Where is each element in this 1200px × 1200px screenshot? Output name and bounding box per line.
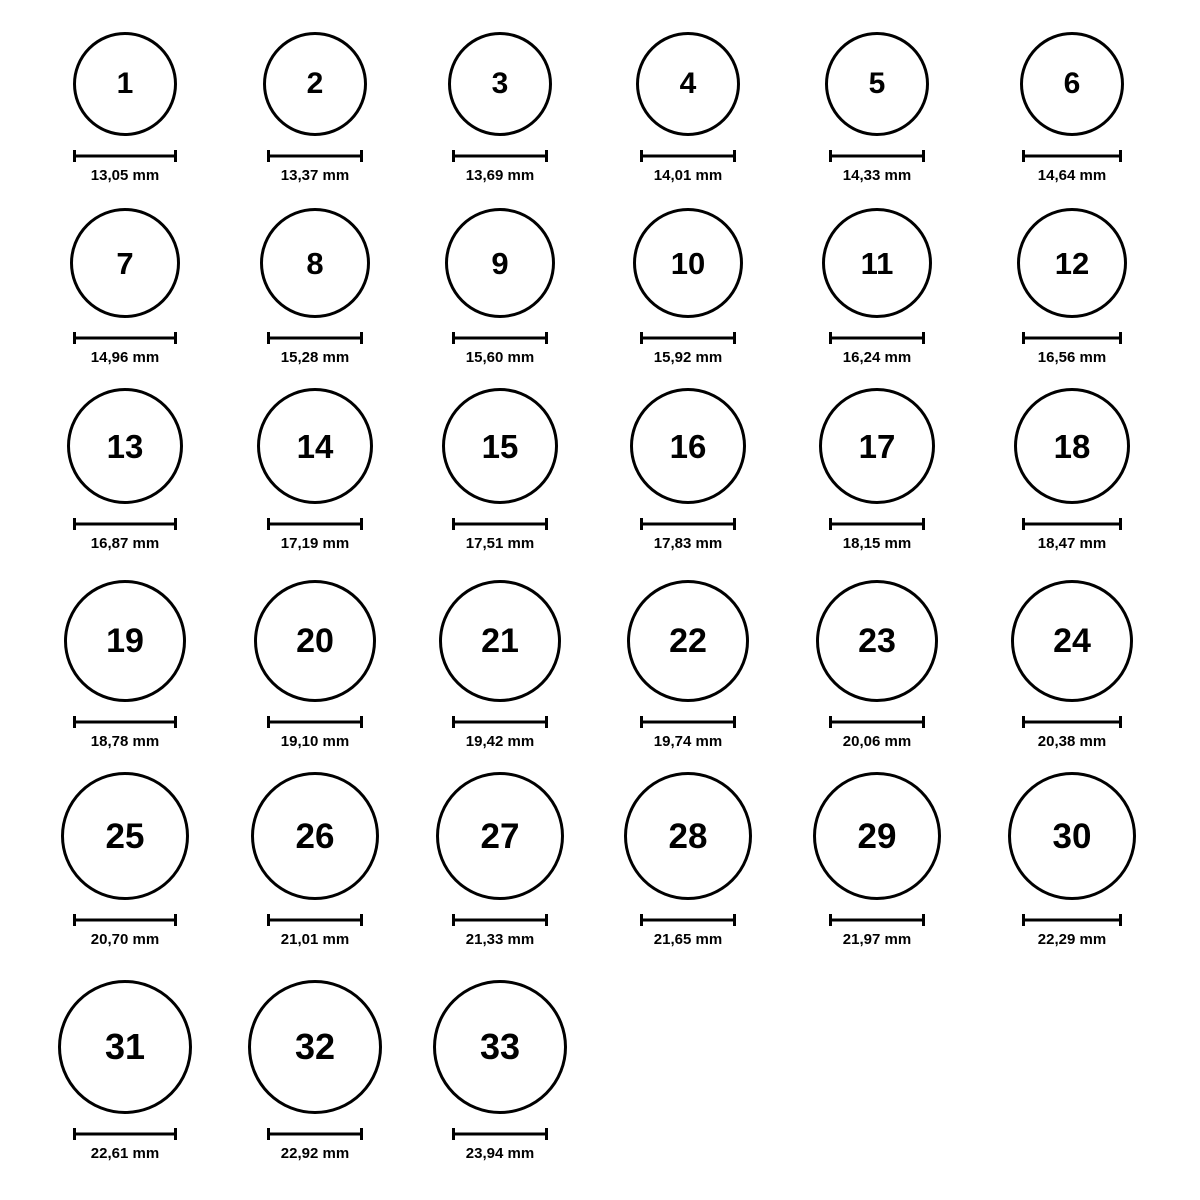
measure-cap-right — [733, 914, 736, 926]
measure-cap-left — [452, 716, 455, 728]
measure-cap-right — [1119, 914, 1122, 926]
ring-size-number: 16 — [669, 427, 707, 465]
measure-cap-left — [267, 332, 270, 344]
measure-cap-right — [922, 150, 925, 162]
diameter-label: 21,65 mm — [653, 931, 723, 948]
diameter-measure-bar — [1022, 332, 1122, 344]
diameter-label: 19,74 mm — [653, 733, 723, 750]
diameter-label: 16,87 mm — [90, 535, 160, 552]
ring-circle — [813, 772, 941, 900]
measure-rule-line — [73, 1133, 177, 1136]
diameter-measure-bar — [452, 332, 548, 344]
diameter-measure-bar — [829, 518, 925, 530]
ring-size-cell — [598, 388, 778, 552]
ring-size-number: 23 — [858, 622, 896, 660]
ring-size-cell — [225, 208, 405, 366]
diameter-measure-bar — [452, 518, 548, 530]
diameter-label: 20,06 mm — [842, 733, 912, 750]
diameter-measure-bar — [73, 1128, 177, 1140]
measure-rule-line — [452, 337, 548, 340]
ring-size-number: 24 — [1053, 622, 1091, 660]
diameter-measure-bar — [267, 518, 363, 530]
ring-size-cell — [598, 208, 778, 366]
measure-cap-right — [545, 716, 548, 728]
measure-rule-line — [1022, 337, 1122, 340]
measure-rule-line — [452, 1133, 548, 1136]
measure-cap-right — [360, 332, 363, 344]
ring-circle — [1011, 580, 1133, 702]
measure-cap-left — [1022, 332, 1025, 344]
ring-size-cell — [787, 580, 967, 750]
measure-cap-left — [640, 914, 643, 926]
measure-rule-line — [1022, 721, 1122, 724]
ring-size-cell — [35, 580, 215, 750]
diameter-label: 22,61 mm — [90, 1145, 160, 1162]
ring-size-number: 31 — [104, 1026, 146, 1067]
diameter-label: 14,64 mm — [1037, 167, 1107, 184]
diameter-measure-bar — [640, 914, 736, 926]
diameter-measure-bar — [1022, 716, 1122, 728]
measure-cap-left — [829, 518, 832, 530]
ring-circle — [64, 580, 186, 702]
ring-size-number: 9 — [491, 245, 509, 281]
ring-size-cell — [410, 980, 590, 1162]
ring-size-cell — [410, 388, 590, 552]
measure-cap-right — [360, 1128, 363, 1140]
diameter-measure-bar — [452, 716, 548, 728]
ring-circle — [822, 208, 932, 318]
ring-size-cell — [225, 980, 405, 1162]
ring-size-number: 4 — [679, 67, 697, 100]
diameter-label: 23,94 mm — [465, 1145, 535, 1162]
measure-cap-right — [733, 716, 736, 728]
measure-cap-left — [452, 150, 455, 162]
ring-circle — [1014, 388, 1130, 504]
measure-rule-line — [73, 523, 177, 526]
diameter-measure-bar — [73, 332, 177, 344]
ring-circle — [627, 580, 749, 702]
measure-rule-line — [267, 919, 363, 922]
ring-circle — [248, 980, 382, 1114]
diameter-label: 21,33 mm — [465, 931, 535, 948]
measure-cap-left — [267, 518, 270, 530]
diameter-measure-bar — [73, 716, 177, 728]
ring-circle — [630, 388, 746, 504]
diameter-label: 13,37 mm — [280, 167, 350, 184]
measure-cap-left — [640, 716, 643, 728]
measure-rule-line — [1022, 919, 1122, 922]
diameter-measure-bar — [1022, 150, 1122, 162]
ring-size-cell — [982, 208, 1162, 366]
ring-size-number: 1 — [116, 67, 134, 100]
ring-size-number: 28 — [668, 816, 708, 856]
diameter-label: 14,96 mm — [90, 349, 160, 366]
ring-size-number: 20 — [296, 622, 334, 660]
measure-rule-line — [640, 337, 736, 340]
diameter-label: 18,15 mm — [842, 535, 912, 552]
diameter-measure-bar — [267, 716, 363, 728]
measure-rule-line — [640, 523, 736, 526]
measure-rule-line — [452, 919, 548, 922]
measure-cap-right — [1119, 150, 1122, 162]
measure-rule-line — [267, 523, 363, 526]
ring-circle — [61, 772, 189, 900]
ring-size-number: 21 — [481, 622, 519, 660]
ring-size-cell — [35, 388, 215, 552]
ring-size-cell — [982, 388, 1162, 552]
diameter-label: 20,70 mm — [90, 931, 160, 948]
ring-size-number: 22 — [669, 622, 707, 660]
ring-size-number: 19 — [106, 622, 144, 660]
measure-rule-line — [829, 721, 925, 724]
measure-cap-left — [1022, 914, 1025, 926]
diameter-measure-bar — [829, 716, 925, 728]
ring-size-cell — [982, 580, 1162, 750]
diameter-measure-bar — [829, 332, 925, 344]
measure-cap-left — [1022, 150, 1025, 162]
diameter-measure-bar — [640, 332, 736, 344]
diameter-measure-bar — [452, 150, 548, 162]
diameter-label: 20,38 mm — [1037, 733, 1107, 750]
diameter-measure-bar — [267, 1128, 363, 1140]
ring-circle — [251, 772, 379, 900]
diameter-measure-bar — [452, 914, 548, 926]
measure-cap-right — [360, 518, 363, 530]
ring-circle — [260, 208, 370, 318]
diameter-label: 13,05 mm — [90, 167, 160, 184]
diameter-measure-bar — [640, 716, 736, 728]
ring-size-cell — [35, 772, 215, 948]
measure-cap-left — [829, 914, 832, 926]
ring-size-cell — [35, 208, 215, 366]
measure-rule-line — [1022, 523, 1122, 526]
measure-cap-left — [73, 150, 76, 162]
measure-cap-right — [733, 150, 736, 162]
ring-size-cell — [982, 772, 1162, 948]
ring-size-number: 33 — [479, 1026, 521, 1067]
measure-cap-left — [267, 914, 270, 926]
ring-size-number: 14 — [296, 427, 334, 465]
ring-size-cell — [787, 388, 967, 552]
ring-size-cell — [598, 580, 778, 750]
ring-circle — [442, 388, 558, 504]
ring-circle — [58, 980, 192, 1114]
ring-size-number: 30 — [1052, 816, 1092, 856]
measure-rule-line — [829, 919, 925, 922]
measure-cap-left — [267, 716, 270, 728]
measure-rule-line — [640, 721, 736, 724]
ring-size-cell — [598, 772, 778, 948]
measure-rule-line — [640, 919, 736, 922]
measure-cap-right — [1119, 716, 1122, 728]
diameter-measure-bar — [640, 518, 736, 530]
measure-cap-right — [545, 150, 548, 162]
ring-size-cell — [35, 32, 215, 184]
ring-size-number: 5 — [868, 67, 886, 100]
measure-cap-right — [1119, 332, 1122, 344]
ring-size-number: 27 — [480, 816, 520, 856]
ring-circle — [433, 980, 567, 1114]
diameter-label: 19,42 mm — [465, 733, 535, 750]
measure-cap-right — [360, 914, 363, 926]
measure-cap-left — [267, 1128, 270, 1140]
diameter-label: 14,01 mm — [653, 167, 723, 184]
ring-size-number: 25 — [105, 816, 145, 856]
diameter-label: 14,33 mm — [842, 167, 912, 184]
measure-cap-left — [73, 518, 76, 530]
diameter-measure-bar — [1022, 914, 1122, 926]
measure-rule-line — [267, 337, 363, 340]
measure-rule-line — [452, 523, 548, 526]
ring-size-number: 11 — [860, 245, 894, 281]
ring-size-cell — [787, 772, 967, 948]
ring-circle — [70, 208, 180, 318]
ring-size-cell — [410, 32, 590, 184]
ring-circle — [636, 32, 740, 136]
ring-size-cell — [225, 772, 405, 948]
measure-cap-left — [829, 716, 832, 728]
ring-size-cell — [598, 32, 778, 184]
measure-cap-left — [73, 716, 76, 728]
ring-circle — [67, 388, 183, 504]
measure-cap-left — [640, 518, 643, 530]
measure-cap-right — [1119, 518, 1122, 530]
measure-rule-line — [829, 337, 925, 340]
measure-cap-left — [829, 332, 832, 344]
ring-circle — [1017, 208, 1127, 318]
measure-rule-line — [829, 523, 925, 526]
diameter-label: 16,24 mm — [842, 349, 912, 366]
ring-circle — [448, 32, 552, 136]
measure-rule-line — [267, 721, 363, 724]
measure-cap-left — [1022, 518, 1025, 530]
measure-cap-left — [452, 914, 455, 926]
measure-cap-right — [545, 914, 548, 926]
ring-size-number: 7 — [116, 245, 134, 281]
ring-size-number: 12 — [1054, 245, 1090, 281]
ring-size-number: 8 — [306, 245, 324, 281]
measure-cap-right — [174, 1128, 177, 1140]
measure-cap-left — [452, 332, 455, 344]
diameter-measure-bar — [73, 914, 177, 926]
ring-circle — [73, 32, 177, 136]
measure-cap-right — [360, 150, 363, 162]
ring-size-cell — [410, 772, 590, 948]
diameter-measure-bar — [640, 150, 736, 162]
ring-circle — [436, 772, 564, 900]
diameter-label: 18,47 mm — [1037, 535, 1107, 552]
measure-cap-right — [922, 716, 925, 728]
measure-cap-left — [267, 150, 270, 162]
measure-cap-right — [174, 332, 177, 344]
measure-cap-left — [73, 914, 76, 926]
ring-size-cell — [982, 32, 1162, 184]
ring-circle — [633, 208, 743, 318]
measure-cap-left — [73, 332, 76, 344]
ring-size-number: 18 — [1053, 427, 1091, 465]
diameter-label: 15,92 mm — [653, 349, 723, 366]
measure-cap-right — [545, 1128, 548, 1140]
diameter-label: 17,19 mm — [280, 535, 350, 552]
measure-rule-line — [1022, 155, 1122, 158]
measure-cap-right — [922, 332, 925, 344]
diameter-label: 16,56 mm — [1037, 349, 1107, 366]
ring-size-number: 3 — [491, 67, 509, 100]
measure-cap-right — [174, 518, 177, 530]
measure-cap-left — [1022, 716, 1025, 728]
diameter-label: 18,78 mm — [90, 733, 160, 750]
diameter-label: 15,28 mm — [280, 349, 350, 366]
ring-size-number: 32 — [294, 1026, 336, 1067]
ring-size-number: 6 — [1063, 67, 1081, 100]
measure-cap-right — [360, 716, 363, 728]
measure-cap-right — [545, 332, 548, 344]
diameter-label: 13,69 mm — [465, 167, 535, 184]
ring-size-cell — [410, 208, 590, 366]
measure-cap-right — [174, 716, 177, 728]
diameter-measure-bar — [829, 150, 925, 162]
ring-size-cell — [787, 208, 967, 366]
measure-cap-left — [452, 1128, 455, 1140]
measure-rule-line — [73, 721, 177, 724]
ring-circle — [1008, 772, 1136, 900]
ring-size-cell — [35, 980, 215, 1162]
ring-circle — [263, 32, 367, 136]
measure-cap-left — [640, 332, 643, 344]
diameter-measure-bar — [1022, 518, 1122, 530]
ring-size-cell — [225, 32, 405, 184]
measure-cap-right — [733, 332, 736, 344]
ring-size-cell — [410, 580, 590, 750]
ring-size-number: 13 — [106, 427, 144, 465]
measure-cap-left — [452, 518, 455, 530]
measure-cap-right — [922, 518, 925, 530]
ring-circle — [439, 580, 561, 702]
measure-cap-right — [733, 518, 736, 530]
diameter-label: 21,01 mm — [280, 931, 350, 948]
measure-rule-line — [73, 155, 177, 158]
ring-circle — [257, 388, 373, 504]
ring-circle — [254, 580, 376, 702]
measure-rule-line — [452, 155, 548, 158]
measure-rule-line — [73, 337, 177, 340]
diameter-measure-bar — [73, 150, 177, 162]
ring-size-number: 29 — [857, 816, 897, 856]
measure-cap-left — [829, 150, 832, 162]
ring-size-number: 26 — [295, 816, 335, 856]
diameter-measure-bar — [267, 914, 363, 926]
measure-cap-left — [640, 150, 643, 162]
ring-size-cell — [225, 388, 405, 552]
diameter-label: 22,29 mm — [1037, 931, 1107, 948]
ring-size-number: 2 — [306, 67, 324, 100]
measure-rule-line — [73, 919, 177, 922]
ring-size-cell — [787, 32, 967, 184]
measure-cap-right — [545, 518, 548, 530]
measure-rule-line — [267, 155, 363, 158]
diameter-label: 17,51 mm — [465, 535, 535, 552]
ring-circle — [819, 388, 935, 504]
ring-circle — [624, 772, 752, 900]
measure-cap-left — [73, 1128, 76, 1140]
ring-size-cell — [225, 580, 405, 750]
diameter-measure-bar — [829, 914, 925, 926]
diameter-measure-bar — [452, 1128, 548, 1140]
measure-cap-right — [922, 914, 925, 926]
diameter-label: 19,10 mm — [280, 733, 350, 750]
ring-circle — [445, 208, 555, 318]
diameter-label: 15,60 mm — [465, 349, 535, 366]
ring-size-number: 17 — [858, 427, 896, 465]
ring-circle — [825, 32, 929, 136]
ring-size-number: 15 — [481, 427, 519, 465]
diameter-measure-bar — [267, 332, 363, 344]
measure-rule-line — [452, 721, 548, 724]
measure-rule-line — [267, 1133, 363, 1136]
diameter-label: 21,97 mm — [842, 931, 912, 948]
measure-rule-line — [829, 155, 925, 158]
measure-rule-line — [640, 155, 736, 158]
diameter-measure-bar — [73, 518, 177, 530]
ring-circle — [1020, 32, 1124, 136]
measure-cap-right — [174, 150, 177, 162]
diameter-label: 17,83 mm — [653, 535, 723, 552]
ring-circle — [816, 580, 938, 702]
diameter-label: 22,92 mm — [280, 1145, 350, 1162]
diameter-measure-bar — [267, 150, 363, 162]
measure-cap-right — [174, 914, 177, 926]
ring-size-number: 10 — [670, 245, 706, 281]
